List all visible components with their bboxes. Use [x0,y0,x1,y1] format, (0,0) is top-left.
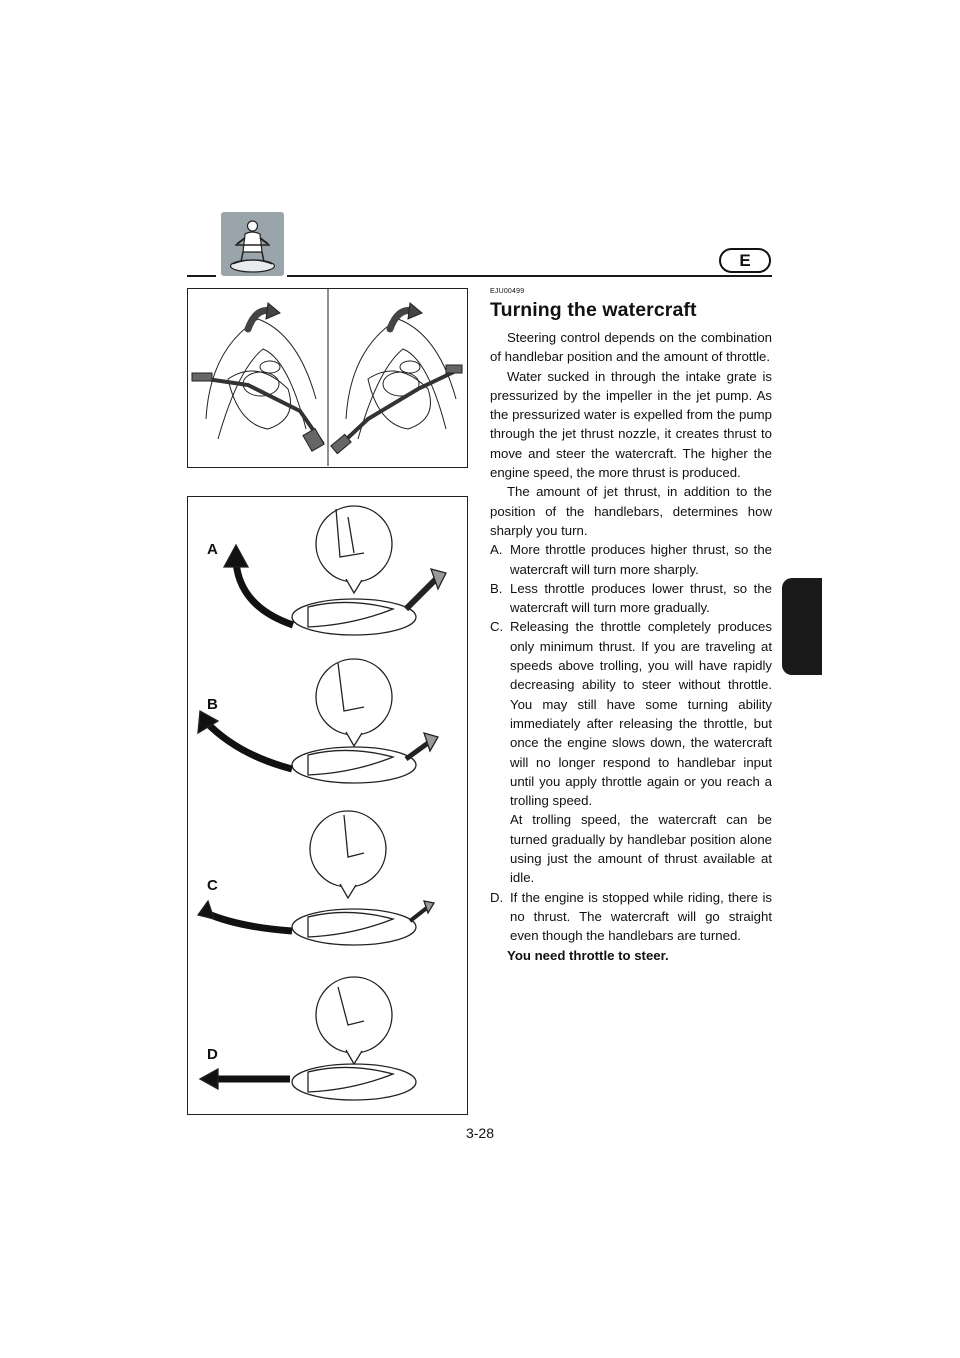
turn-diagram-b [198,659,438,783]
page-number: 3-28 [465,1125,495,1141]
list-marker: B. [490,580,503,596]
figure-label-d: D [207,1046,218,1063]
section-title: Turning the watercraft [490,299,697,321]
handlebar-figure [187,288,468,468]
list-item [490,579,772,618]
paragraph-jet-pump: Water sucked in through the intake grate is pressurized by the impeller in the jet pump. As the pressurized water is expelled from the pump through the jet thrust nozzle, it creates thrust to move and steer the watercraft. The higher the engine speed, the more thrust is produced. [490,368,772,481]
list-item-text: Releasing the throttle completely produces only minimum thrust. If you are traveling at speeds above trolling, you will have rapidly decreasing ability to steer without throttle. You may still have some turning ability immediately after releasing the throttle, but once the engine slows down, the watercraft will no longer respond to handlebar input until you apply throttle again or you reach a trolling speed. [510,619,772,809]
list-item-text: More throttle produces higher thrust, so the watercraft will turn more sharply. [510,542,772,577]
text-column [490,286,772,965]
list-item [490,540,772,579]
list-item-text: If the engine is stopped while riding, there is no thrust. The watercraft will go straight even though the handlebars are turned. [510,889,772,944]
throttle-note: You need throttle to steer. [507,947,669,963]
turn-diagram-c [198,811,434,945]
header-rule-left [187,275,216,277]
turn-diagram-d [200,977,416,1100]
reference-code: EJU00499 [490,288,525,295]
list-item [490,617,772,887]
list-item-extra: At trolling speed, the watercraft can be turned gradually by handlebar position alone using just the amount of thrust available at idle. [510,812,772,886]
figure-label-c: C [207,877,218,894]
figure-label-b: B [207,696,218,713]
watercraft-rider-icon [221,212,284,276]
header-rule-right [287,275,772,277]
turn-diagram-a [224,506,446,635]
list-marker: A. [490,542,503,558]
handlebar-turn-right-illustration [331,303,462,454]
paragraph-jet-thrust: The amount of jet thrust, in addition to the position of the handlebars, determines how sharply you turn. [490,484,772,538]
figure-label-a: A [207,541,218,558]
list-marker: C. [490,619,504,635]
handlebar-turn-illustration [188,289,466,466]
paragraph-steering: Steering control depends on the combination of handlebar position and the amount of throttle. [490,330,772,365]
list-item [490,888,772,946]
language-badge: E [719,248,771,273]
chapter-side-tab [782,578,822,675]
list-item-text: Less throttle produces lower thrust, so the watercraft will turn more gradually. [510,580,772,616]
throttle-turning-figure [187,496,468,1115]
throttle-list [490,540,772,945]
handlebar-turn-left-illustration [192,303,324,451]
list-marker: D. [490,889,504,905]
